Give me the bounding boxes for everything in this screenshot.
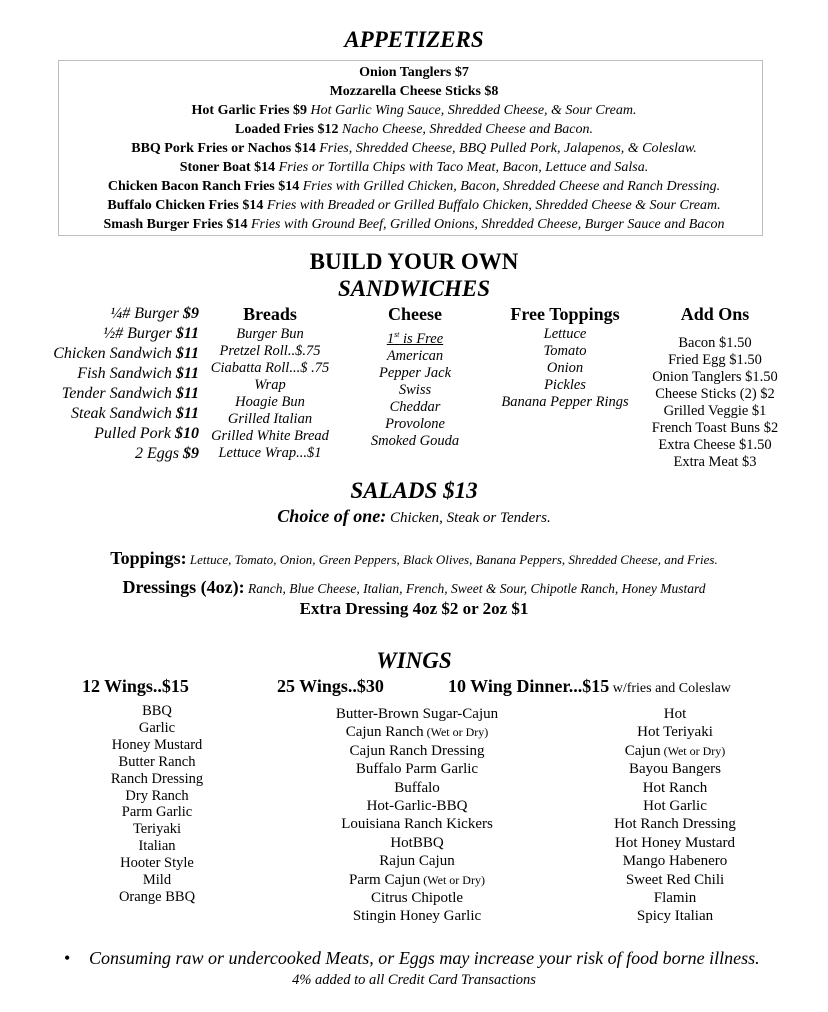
- wing-flavor: [580, 742, 770, 760]
- wing-flavor-name: Parm Cajun: [349, 871, 421, 888]
- wing-flavor: [580, 723, 770, 741]
- topping-option: Onion: [546, 360, 584, 376]
- appetizer-name: Hot Garlic Fries $9: [191, 103, 307, 118]
- wing-flavor-name: HotBBQ: [390, 834, 444, 851]
- wing-flavor: Teriyaki: [132, 821, 182, 838]
- add-on-option: Grilled Veggie $1: [663, 403, 767, 419]
- sandwich-name: Pulled Pork: [94, 425, 171, 442]
- wing-flavor-name: Buffalo: [394, 779, 440, 796]
- wing-flavor: Mild: [142, 872, 172, 889]
- sandwich-name: Chicken Sandwich: [53, 345, 172, 362]
- sandwich-price-row: [53, 404, 199, 424]
- add-on-option: Extra Cheese $1.50: [658, 437, 772, 453]
- wing-flavor: [312, 889, 522, 907]
- wings-flavors-column-3: [580, 705, 770, 926]
- wing-flavor-name: Stingin Honey Garlic: [352, 908, 482, 925]
- wing-flavor: [312, 815, 522, 833]
- wing-flavor-note: (Wet or Dry): [423, 725, 489, 740]
- add-on-option: French Toast Buns $2: [651, 420, 779, 436]
- appetizer-item: [0, 140, 828, 158]
- sandwich-price-row: [53, 444, 199, 464]
- sandwich-price: $11: [175, 345, 199, 362]
- wing-flavor-name: Butter-Brown Sugar-Cajun: [335, 706, 499, 722]
- appetizer-description: Nacho Cheese, Shredded Cheese and Bacon.: [341, 122, 593, 137]
- wing-flavor-name: Sweet Red Chili: [625, 871, 725, 888]
- wing-flavor: [312, 779, 522, 797]
- appetizer-description: Fries with Breaded or Grilled Buffalo Chicken, Shredded Cheese & Sour Cream.: [266, 198, 721, 213]
- wing-flavor-note: (Wet or Dry): [660, 743, 726, 758]
- wing-flavor: [580, 907, 770, 925]
- wing-flavor: [312, 834, 522, 852]
- wing-flavor-note: (Wet or Dry): [420, 872, 485, 887]
- sandwich-name: 2 Eggs: [135, 445, 179, 462]
- appetizer-item: [0, 121, 828, 139]
- appetizer-item: [0, 102, 828, 120]
- appetizer-name: Loaded Fries $12: [235, 122, 339, 137]
- sandwich-price: $9: [183, 445, 199, 462]
- wing-flavor: [580, 760, 770, 778]
- footer-warning: Consuming raw or undercooked Meats, or Eggs may increase your risk of food borne illness.: [89, 948, 760, 968]
- wing-flavor: Italian: [138, 838, 176, 855]
- wing-flavor-name: Cajun: [624, 742, 661, 759]
- wing-flavor-name: Hot: [663, 706, 687, 722]
- wing-flavor: BBQ: [142, 703, 172, 719]
- wing-flavor: Ranch Dressing: [110, 770, 204, 787]
- wing-flavor: [312, 742, 522, 760]
- sandwiches-title-line1: BUILD YOUR OWN: [309, 249, 519, 274]
- wing-flavor-name: Hot Teriyaki: [637, 724, 713, 741]
- free-toppings-column: [490, 304, 640, 411]
- salads-extra-dressing: Extra Dressing 4oz $2 or 2oz $1: [299, 599, 529, 618]
- wing-flavor-name: Hot-Garlic-BBQ: [366, 798, 468, 815]
- wing-flavor: [312, 907, 522, 925]
- wing-flavor-name: Mango Habenero: [622, 853, 728, 870]
- sandwich-name: ½# Burger: [103, 325, 172, 342]
- topping-option: Banana Pepper Rings: [501, 394, 629, 410]
- cheese-option: Smoked Gouda: [370, 432, 460, 449]
- appetizer-description: Hot Garlic Wing Sauce, Shredded Cheese, & Sour Cream.: [310, 103, 637, 118]
- add-ons-column: [645, 304, 785, 471]
- sandwich-price: $11: [175, 405, 199, 422]
- cheese-column: [345, 304, 485, 450]
- wing-flavor-name: Bayou Bangers: [628, 761, 722, 778]
- wings-flavors-column-2: [312, 705, 522, 926]
- wing-flavor: [580, 834, 770, 852]
- wings-25-heading: 25 Wings..$30: [277, 676, 384, 696]
- cheese-option: Provolone: [385, 415, 445, 432]
- appetizer-name: Mozzarella Cheese Sticks $8: [329, 84, 499, 99]
- appetizer-name: BBQ Pork Fries or Nachos $14: [131, 141, 316, 156]
- free-toppings-heading: Free Toppings: [510, 304, 620, 324]
- wing-flavor: [312, 797, 522, 815]
- add-ons-heading: Add Ons: [680, 304, 750, 324]
- topping-option: Tomato: [543, 343, 587, 359]
- sandwich-price-row: [53, 364, 199, 384]
- sandwich-price: $11: [175, 385, 199, 402]
- wing-flavor-name: Spicy Italian: [636, 908, 714, 925]
- bread-option: Grilled Italian: [227, 411, 313, 427]
- salads-choice: Choice of one: Chicken, Steak or Tenders.: [277, 506, 551, 526]
- sandwich-price-list: [53, 304, 199, 464]
- wing-flavor-name: Hot Honey Mustard: [615, 834, 735, 851]
- wing-flavor-name: Louisiana Ranch Kickers: [341, 816, 493, 833]
- appetizer-name: Smash Burger Fries $14: [103, 217, 248, 232]
- wing-flavor: Parm Garlic: [121, 804, 193, 821]
- wing-flavor: [312, 723, 522, 741]
- wing-flavor: [312, 705, 522, 723]
- sandwich-price: $10: [175, 425, 199, 442]
- wing-flavor-name: Hot Garlic: [643, 798, 707, 815]
- salads-title: SALADS $13: [350, 478, 478, 503]
- bread-option: Grilled White Bread: [211, 428, 329, 444]
- cheese-first-free: 1st is Free: [386, 330, 444, 347]
- wing-flavor: [312, 760, 522, 778]
- appetizer-item: [0, 216, 828, 234]
- appetizer-name: Buffalo Chicken Fries $14: [107, 198, 264, 213]
- sandwich-price: $9: [183, 305, 199, 322]
- cheese-option: Swiss: [398, 381, 432, 398]
- appetizer-name: Chicken Bacon Ranch Fries $14: [107, 179, 300, 194]
- wing-flavor: Butter Ranch: [118, 753, 196, 770]
- sandwich-name: Fish Sandwich: [77, 365, 172, 382]
- sandwich-price-row: [53, 304, 199, 324]
- topping-option: Pickles: [544, 377, 586, 393]
- appetizer-description: Fries with Ground Beef, Grilled Onions, Shredded Cheese, Burger Sauce and Bacon: [250, 217, 725, 232]
- breads-heading: Breads: [243, 304, 297, 324]
- wing-flavor-name: Cajun Ranch: [345, 724, 424, 741]
- cheese-option: Cheddar: [389, 398, 441, 415]
- sandwich-price: $11: [175, 365, 199, 382]
- wing-flavor-name: Buffalo Parm Garlic: [355, 761, 479, 778]
- wing-flavor: [312, 871, 522, 889]
- wing-flavor: [580, 889, 770, 907]
- wing-flavor: Garlic: [138, 719, 176, 736]
- bread-option: Pretzel Roll..$.75: [219, 343, 321, 359]
- wing-flavor: [312, 852, 522, 870]
- bread-option: Burger Bun: [236, 326, 304, 342]
- sandwich-name: Tender Sandwich: [61, 385, 172, 402]
- appetizer-name: Stoner Boat $14: [179, 160, 276, 175]
- wing-flavor: [580, 797, 770, 815]
- wings-title: WINGS: [376, 648, 452, 673]
- bread-option: Hoagie Bun: [235, 394, 305, 410]
- wing-flavor: [580, 852, 770, 870]
- appetizer-item: [0, 178, 828, 196]
- cheese-option: Pepper Jack: [378, 364, 452, 381]
- sandwich-price-row: [53, 344, 199, 364]
- wings-flavors-column-1: [77, 703, 237, 906]
- add-on-option: Cheese Sticks (2) $2: [655, 386, 775, 402]
- wing-flavor: [580, 871, 770, 889]
- wing-flavor: Honey Mustard: [111, 736, 203, 753]
- wing-flavor-name: Citrus Chipotle: [370, 890, 464, 907]
- cheese-option: American: [386, 347, 444, 364]
- sandwiches-title-line2: SANDWICHES: [337, 276, 491, 301]
- bread-option: Wrap: [254, 377, 286, 393]
- sandwich-name: ¼# Burger: [110, 305, 179, 322]
- appetizer-item: [0, 197, 828, 215]
- sandwich-price-row: [53, 324, 199, 344]
- appetizer-item: [0, 64, 828, 82]
- wing-flavor-name: Flamin: [653, 890, 697, 907]
- appetizer-description: Fries or Tortilla Chips with Taco Meat, Bacon, Lettuce and Salsa.: [278, 160, 649, 175]
- footer-credit-fee: 4% added to all Credit Card Transactions: [292, 972, 536, 988]
- wing-flavor: [580, 779, 770, 797]
- add-on-option: Extra Meat $3: [673, 454, 757, 470]
- sandwich-price: $11: [175, 325, 199, 342]
- wing-flavor: Dry Ranch: [125, 787, 189, 804]
- add-on-option: Bacon $1.50: [678, 335, 752, 351]
- wing-flavor-name: Rajun Cajun: [379, 853, 455, 870]
- wing-flavor-name: Hot Ranch: [642, 779, 708, 796]
- footer-bullet: •: [64, 948, 71, 968]
- appetizer-item: [0, 83, 828, 101]
- sandwich-name: Steak Sandwich: [71, 405, 172, 422]
- wing-flavor-name: Cajun Ranch Dressing: [349, 742, 485, 759]
- salads-toppings: Toppings: Lettuce, Tomato, Onion, Green Peppers, Black Olives, Banana Peppers, Shredded Cheese, and Fries.: [110, 548, 718, 568]
- wing-flavor: [580, 705, 770, 723]
- appetizer-description: Fries with Grilled Chicken, Bacon, Shredded Cheese and Ranch Dressing.: [302, 179, 721, 194]
- sandwich-price-row: [53, 424, 199, 444]
- appetizer-item: [0, 159, 828, 177]
- cheese-heading: Cheese: [388, 304, 442, 324]
- wing-flavor: Orange BBQ: [118, 888, 196, 905]
- appetizer-description: Fries, Shredded Cheese, BBQ Pulled Pork, Jalapenos, & Coleslaw.: [319, 141, 697, 156]
- topping-option: Lettuce: [543, 326, 587, 342]
- add-on-option: Onion Tanglers $1.50: [652, 369, 778, 385]
- wing-flavor-name: Hot Ranch Dressing: [614, 816, 736, 833]
- appetizers-title: APPETIZERS: [344, 27, 484, 52]
- salads-dressings: Dressings (4oz): Ranch, Blue Cheese, Italian, French, Sweet & Sour, Chipotle Ranch, Honey Mustard: [122, 577, 706, 597]
- wing-flavor: [580, 815, 770, 833]
- breads-column: [200, 304, 340, 462]
- bread-option: Ciabatta Roll...$ .75: [210, 360, 330, 376]
- wing-flavor: Hooter Style: [120, 855, 194, 872]
- appetizer-name: Onion Tanglers $7: [359, 65, 469, 80]
- add-on-option: Fried Egg $1.50: [668, 352, 762, 368]
- bread-option: Lettuce Wrap...$1: [218, 445, 322, 461]
- wings-dinner-heading: 10 Wing Dinner...$15 w/fries and Coleslaw: [448, 676, 731, 696]
- sandwich-price-row: [53, 384, 199, 404]
- wings-12-heading: 12 Wings..$15: [82, 676, 189, 696]
